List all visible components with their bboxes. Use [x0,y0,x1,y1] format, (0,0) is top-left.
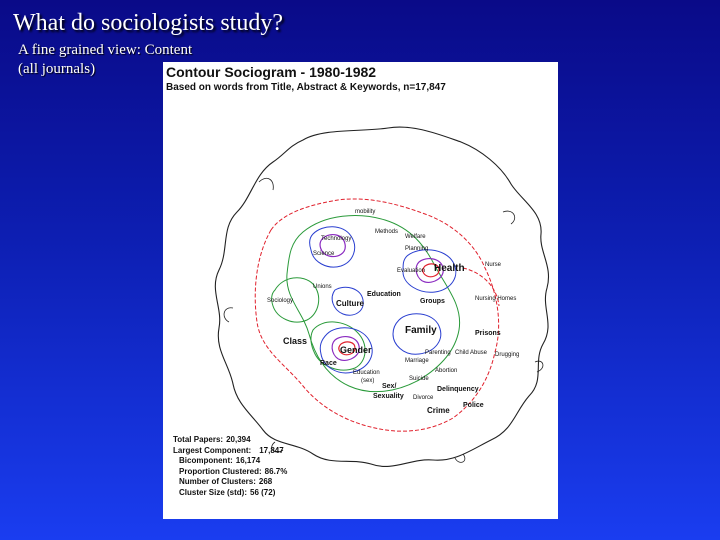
stat-proportion-clustered-value: 86.7% [264,466,288,476]
topic-abortion: Abortion [435,368,458,374]
topic-health: Health [434,263,465,274]
figure-title: Contour Sociogram - 1980-1982 [166,64,377,80]
stat-proportion-clustered [173,467,287,478]
topic-race: Race [320,360,337,367]
topic-parenting: Parenting [425,350,451,356]
topic-marriage: Marriage [405,358,429,364]
topic-education-sex-paren: (sex) [361,378,375,384]
stat-number-of-clusters-value: 268 [258,477,273,486]
topic-planning: Planning [405,246,429,252]
topic-education: Education [367,291,401,298]
topic-culture: Culture [336,299,364,308]
stat-largest-component-value: 17,847 [259,445,284,455]
topic-class: Class [283,336,308,346]
topic-sociology: Sociology [267,298,294,304]
stat-number-of-clusters-label: Number of Clusters: [179,477,256,486]
topic-prisons: Prisons [475,330,501,337]
contour-sociogram-figure [163,62,558,519]
stat-cluster-size-label: Cluster Size (std): [179,487,248,497]
stat-cluster-size-value: 56 (72) [250,487,276,497]
blue-contour-tech [310,227,355,267]
topic-evaluation: Evaluation [397,268,426,274]
stat-bicomponent-label: Bicomponent: [179,456,233,465]
topic-suicide: Suicide [409,376,429,382]
stat-bicomponent-value: 16,174 [235,456,261,465]
outer-contour-ripple [224,178,543,462]
stat-proportion-clustered-label: Proportion Clustered: [179,466,262,476]
topic-mobility: mobility [355,209,376,215]
topic-sexuality: Sexuality [373,393,404,400]
topic-crime: Crime [427,406,450,415]
topic-delinquency: Delinquency [437,386,479,393]
stat-number-of-clusters [173,477,287,488]
topic-divorce: Divorce [413,395,434,401]
slide-subtitle-line-1: A fine grained view: Content [18,42,193,58]
topic-groups: Groups [420,298,445,305]
topic-sex: Sex/ [382,383,397,390]
topic-methods: Methods [375,229,399,235]
stat-bicomponent [173,456,287,467]
topic-drugs: Drugging [495,352,520,358]
topic-science: Science [313,251,335,257]
stat-total-papers-value: 20,394 [226,435,251,444]
figure-subtitle: Based on words from Title, Abstract & Keywords, n=17,847 [166,82,446,93]
network-stats [173,435,287,498]
topic-gender: Gender [340,345,372,355]
topic-unions: Unions [313,284,332,290]
stat-total-papers-label: Total Papers: [173,435,224,444]
topic-education-sex: Education [353,370,380,376]
stat-largest-component-label: Largest Component: [173,445,252,455]
stat-largest-component [173,446,287,457]
topic-technology: Technology [321,236,352,242]
topic-family: Family [405,325,437,336]
topic-police: Police [463,402,484,409]
stat-total-papers [173,435,287,446]
topic-nurse: Nurse [485,262,502,268]
topic-nursing-homes: Nursing Homes [475,296,517,302]
topic-child-abuse: Child Abuse [455,350,488,356]
stat-cluster-size [173,488,287,499]
slide-subtitle-line-2: (all journals) [18,61,96,77]
slide-title: What do sociologists study? [13,10,283,36]
topic-welfare: Welfare [405,234,426,240]
